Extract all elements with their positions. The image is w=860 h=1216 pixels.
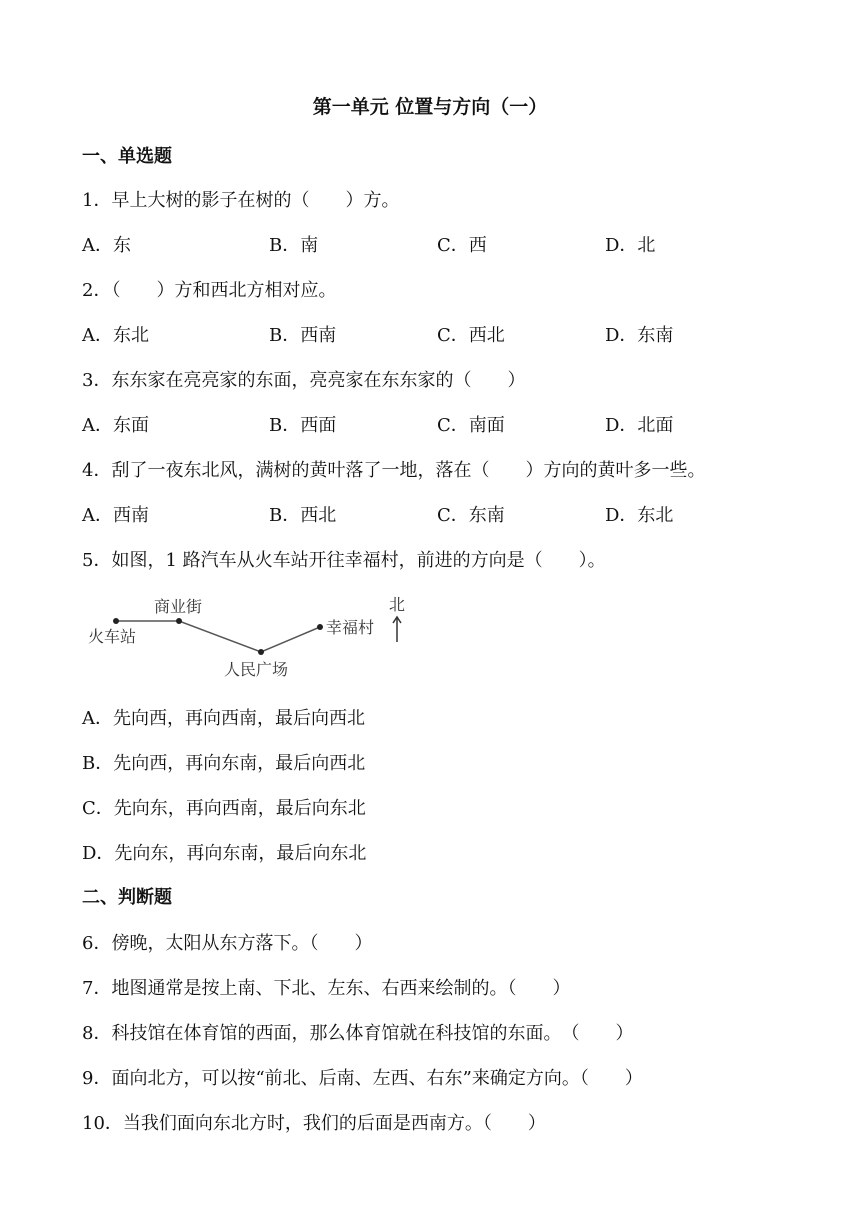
section-heading-single-choice: 一、单选题: [82, 146, 172, 167]
question-4-option-d: D．东北: [605, 505, 674, 526]
question-2-option-b: B．西南: [269, 325, 337, 346]
station-dot: [113, 618, 119, 624]
question-2: 2．（ ）方和西北方相对应。: [82, 280, 337, 301]
question-9: 9．面向北方，可以按“前北、后南、左西、右东”来确定方向。（ ）: [82, 1068, 643, 1089]
square-dot: [258, 649, 264, 655]
village-label: 幸福村: [326, 618, 375, 637]
question-2-option-d: D．东南: [605, 325, 674, 346]
question-7: 7．地图通常是按上南、下北、左东、右西来绘制的。（ ）: [82, 978, 571, 999]
question-4-option-a: A．西南: [82, 505, 149, 526]
question-5-option-b: B．先向西，再向东南，最后向西北: [82, 753, 366, 774]
question-3: 3．东东家在亮亮家的东面，亮亮家在东东家的（ ）: [82, 370, 526, 391]
question-10: 10．当我们面向东北方时，我们的后面是西南方。（ ）: [82, 1113, 546, 1134]
question-3-option-a: A．东面: [82, 415, 149, 436]
question-3-option-d: D．北面: [605, 415, 674, 436]
question-5: 5．如图，1 路汽车从火车站开往幸福村，前进的方向是（ ）。: [82, 550, 606, 571]
question-5-option-c: C．先向东，再向西南，最后向东北: [82, 798, 366, 819]
route-map-diagram: [86, 590, 416, 685]
question-3-option-c: C．南面: [437, 415, 505, 436]
village-dot: [317, 624, 323, 630]
question-1-option-d: D．北: [605, 235, 656, 256]
question-3-option-b: B．西面: [269, 415, 337, 436]
question-5-option-a: A．先向西，再向西南，最后向西北: [82, 708, 365, 729]
square-label: 人民广场: [224, 660, 289, 679]
question-4-option-b: B．西北: [269, 505, 337, 526]
question-6: 6．傍晚，太阳从东方落下。（ ）: [82, 933, 373, 954]
question-5-option-d: D．先向东，再向东南，最后向东北: [82, 843, 367, 864]
question-1-option-a: A．东: [82, 235, 131, 256]
station-label: 火车站: [88, 627, 137, 646]
page-title: 第一单元 位置与方向（一）: [312, 96, 548, 118]
section-heading-true-false: 二、判断题: [82, 887, 172, 908]
question-8: 8．科技馆在体育馆的西面，那么体育馆就在科技馆的东面。 （ ）: [82, 1023, 634, 1044]
north-label: 北: [389, 595, 406, 614]
street-label: 商业街: [154, 597, 203, 616]
street-dot: [176, 618, 182, 624]
question-1-option-c: C．西: [437, 235, 487, 256]
route-line: [116, 621, 320, 652]
question-1: 1．早上大树的影子在树的（ ）方。: [82, 190, 400, 211]
question-2-option-c: C．西北: [437, 325, 505, 346]
question-4: 4．刮了一夜东北风，满树的黄叶落了一地，落在（ ）方向的黄叶多一些。: [82, 460, 706, 481]
question-1-option-b: B．南: [269, 235, 319, 256]
question-4-option-c: C．东南: [437, 505, 505, 526]
question-2-option-a: A．东北: [82, 325, 149, 346]
